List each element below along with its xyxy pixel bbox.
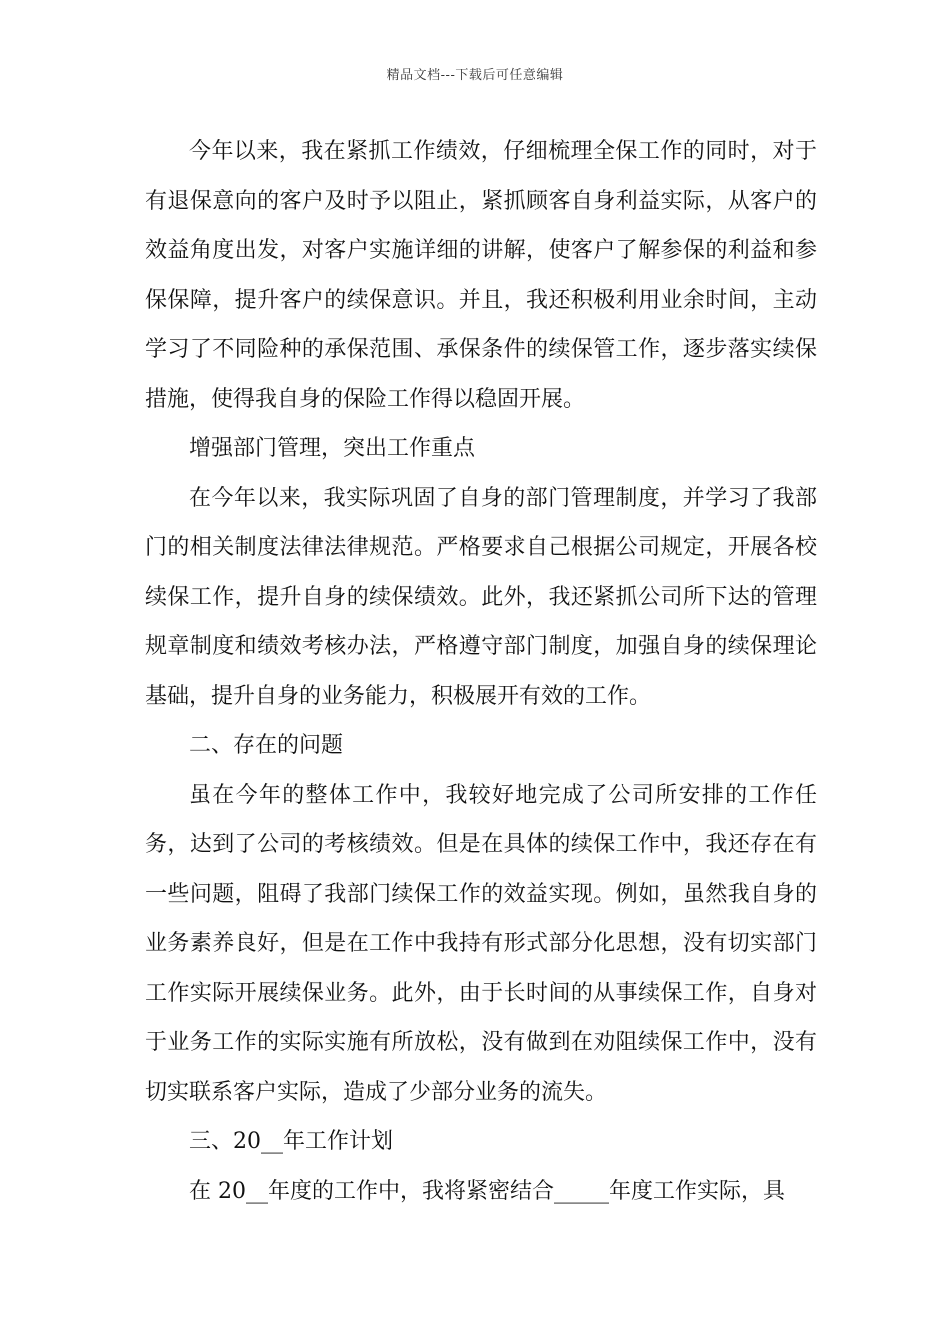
- section-heading-department-management: 增强部门管理，突出工作重点: [189, 436, 476, 461]
- paragraph-work-performance: 今年以来，我在紧抓工作绩效，仔细梳理全保工作的同时，对于有退保意向的客户及时予以阻止，紧抓顾客自身利益实际，从客户的效益角度出发，对客户实施详细的讲解，使客户了解参保的利益和参保保障，提升客户的续保意识。并且，我还积极利用业余时间，主动学习了不同险种的承保范围、承保条件的续保管工作，逐步落实续保措施，使得我自身的保险工作得以稳固开展。: [145, 139, 817, 412]
- page-header: 精品文档---下载后可任意编辑: [386, 68, 564, 83]
- paragraph-existing-problems: 虽在今年的整体工作中，我较好地完成了公司所安排的工作任务，达到了公司的考核绩效。但是在具体的续保工作中，我还存在有一些问题，阻碍了我部门续保工作的效益实现。例如，虽然我自身的业务素养良好，但是在工作中我持有形式部分化思想，没有切实部门工作实际开展续保业务。此外，由于长时间的从事续保工作，自身对于业务工作的实际实施有所放松，没有做到在劝阻续保工作中，没有切实联系客户实际，造成了少部分业务的流失。: [145, 782, 817, 1105]
- paragraph-work-plan: 在 20__年度的工作中，我将紧密结合_____年度工作实际，具: [189, 1178, 785, 1204]
- section-heading-existing-problems: 二、存在的问题: [189, 733, 344, 758]
- document-body: [145, 127, 817, 1216]
- section-heading-work-plan: 三、20__年工作计划: [189, 1129, 393, 1154]
- paragraph-department-management: 在今年以来，我实际巩固了自身的部门管理制度，并学习了我部门的相关制度法律法律规范。严格要求自己根据公司规定，开展各校续保工作，提升自身的续保绩效。此外，我还紧抓公司所下达的管理规章制度和绩效考核办法，严格遵守部门制度，加强自身的续保理论基础，提升自身的业务能力，积极展开有效的工作。: [145, 485, 817, 709]
